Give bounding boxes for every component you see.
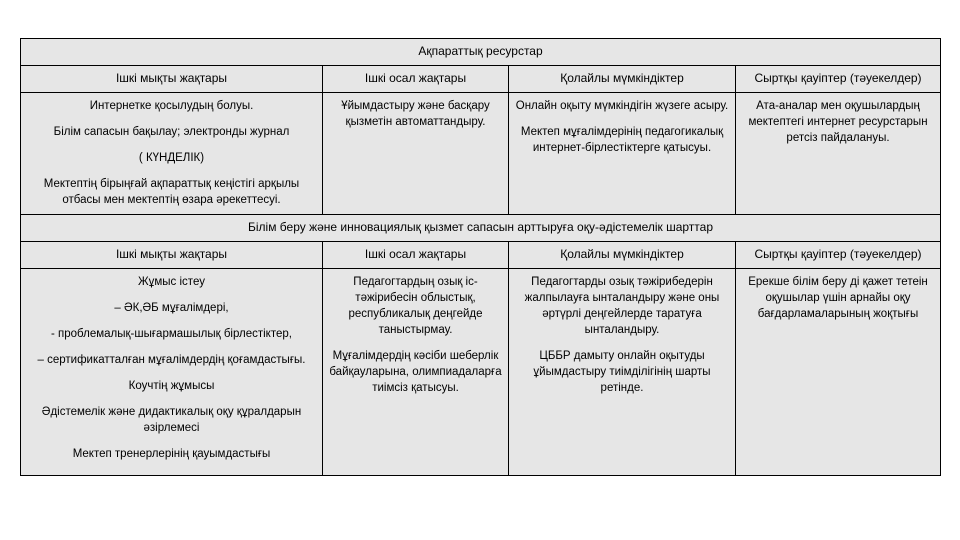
paragraph: Педагогтардың озық іс-тәжірибесін облыстық, республикалық деңгейде таныстырмау.	[348, 276, 483, 336]
paragraph: ( КҮНДЕЛІК)	[138, 152, 205, 164]
paragraph: Ұйымдастыру және басқару қызметін автоматтандыру.	[341, 100, 490, 128]
section-1-column-header-opportunities: Қолайлы мүмкіндіктер	[509, 66, 736, 93]
section-2-column-header-weaknesses: Ішкі осал жақтары	[323, 242, 509, 269]
section-title-row	[21, 39, 941, 66]
section-2-cell-strengths	[21, 269, 323, 476]
paragraph: – сертификатталған мұғалімдердің қоғамдастығы.	[37, 354, 306, 366]
paragraph: Интернетке қосылудың болуы.	[89, 100, 254, 112]
paragraph: Әдістемелік және дидактикалық оқу құралдарын әзірлемесі	[41, 406, 302, 434]
paragraph: Мектептің бірыңғай ақпараттық кеңістігі арқылы отбасы мен мектептің өзара әрекеттесуі.	[43, 178, 300, 206]
paragraph: Педагогтарды озық тәжірибедерін жалпылауға ынталандыру және оны әртүрлі деңгейлерде таратуға ынталандыру.	[524, 276, 720, 336]
section-2-header-row	[21, 242, 941, 269]
section-2-column-header-opportunities: Қолайлы мүмкіндіктер	[509, 242, 736, 269]
paragraph: Ата-аналар мен оқушылардың мектептегі интернет ресурстарын ретсіз пайдалануы.	[748, 100, 928, 144]
paragraph: Коучтің жұмысы	[128, 380, 215, 392]
paragraph: Мұғалімдердің кәсіби шеберлік байқауларына, олимпиадаларға тиімсіз қатысуы.	[329, 350, 502, 394]
paragraph: - проблемалық-шығармашылық бірлестіктер,	[51, 328, 292, 340]
section-1-cell-weaknesses	[323, 93, 509, 215]
paragraph: Ерекше білім беру ді қажет тетеін оқушылар үшін арнайы оқу бағдарламаларының жоқтығы	[748, 276, 928, 320]
section-2-cell-threats	[736, 269, 941, 476]
section-1-cell-strengths	[21, 93, 323, 215]
section-1-content-row	[21, 93, 941, 215]
section-1-column-header-strengths: Ішкі мықты жақтары	[21, 66, 323, 93]
section-1-column-header-threats: Сыртқы қауіптер (тәуекелдер)	[736, 66, 941, 93]
paragraph: ЦББР дамыту онлайн оқытуды ұйымдастыру тиімділігінің шарты ретінде.	[533, 350, 711, 394]
paragraph: – ӘК,ӘБ мұғалімдері,	[114, 302, 229, 314]
section-2-content-row	[21, 269, 941, 476]
section-2-cell-opportunities	[509, 269, 736, 476]
paragraph: Білім сапасын бақылау; электронды журнал	[53, 126, 290, 138]
paragraph: Мектеп тренерлерінің қауымдастығы	[72, 448, 271, 460]
section-1-column-header-weaknesses: Ішкі осал жақтары	[323, 66, 509, 93]
paragraph: Жұмыс істеу	[138, 276, 205, 288]
section-2-column-header-strengths: Ішкі мықты жақтары	[21, 242, 323, 269]
section-1-cell-threats	[736, 93, 941, 215]
section-1-title: Ақпараттық ресурстар	[21, 39, 941, 66]
paragraph: Онлайн оқыту мүмкіндігін жүзеге асыру.	[515, 100, 729, 112]
section-2-cell-weaknesses	[323, 269, 509, 476]
section-2-column-header-threats: Сыртқы қауіптер (тәуекелдер)	[736, 242, 941, 269]
swot-analysis-table	[20, 38, 941, 476]
section-1-cell-opportunities	[509, 93, 736, 215]
section-2-title: Білім беру және инновациялық қызмет сапасын арттыруға оқу-әдістемелік шарттар	[21, 215, 941, 242]
paragraph: Мектеп мұғалімдерінің педагогикалық интернет-бірлестіктерге қатысуы.	[520, 126, 724, 154]
section-1-header-row	[21, 66, 941, 93]
section-title-row	[21, 215, 941, 242]
